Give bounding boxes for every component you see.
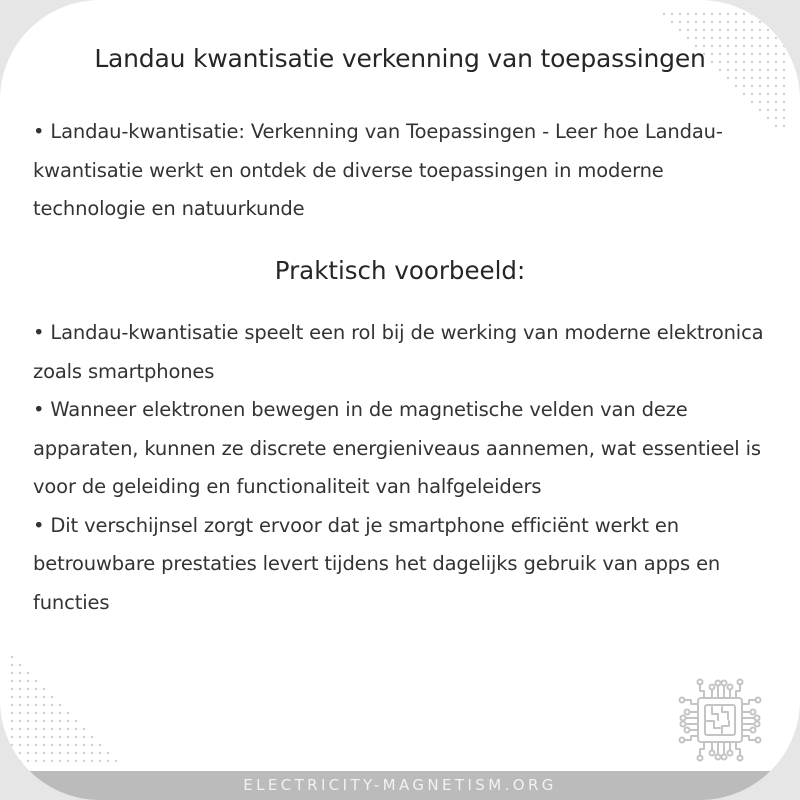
intro-paragraph xyxy=(33,113,773,229)
microchip-icon xyxy=(674,674,766,766)
dot-pattern-bottom-left xyxy=(0,645,130,770)
site-name: ELECTRICITY-MAGNETISM.ORG xyxy=(243,776,557,794)
footer-band xyxy=(0,771,800,800)
intro-text: • Landau-kwantisatie: Verkenning van Toepassingen - Leer hoe Landau-kwantisatie werkt en ontdek de diverse toepassingen in moderne technologie en natuurkunde xyxy=(33,120,723,220)
bullet-item: • Landau-kwantisatie speelt een rol bij de werking van moderne elektronica zoals smartphones xyxy=(33,321,764,383)
page-title: Landau kwantisatie verkenning van toepassingen xyxy=(94,44,706,73)
bullet-item: • Wanneer elektronen bewegen in de magnetische velden van deze apparaten, kunnen ze discrete energieniveaus aannemen, wat essentieel is voor de geleiding en functionaliteit van halfgeleiders xyxy=(33,398,761,498)
bullet-item: • Dit verschijnsel zorgt ervoor dat je smartphone efficiënt werkt en betrouwbare prestaties levert tijdens het dagelijks gebruik van apps en functies xyxy=(33,513,721,614)
bullet-list xyxy=(33,314,773,622)
section-heading: Praktisch voorbeeld: xyxy=(274,256,526,285)
